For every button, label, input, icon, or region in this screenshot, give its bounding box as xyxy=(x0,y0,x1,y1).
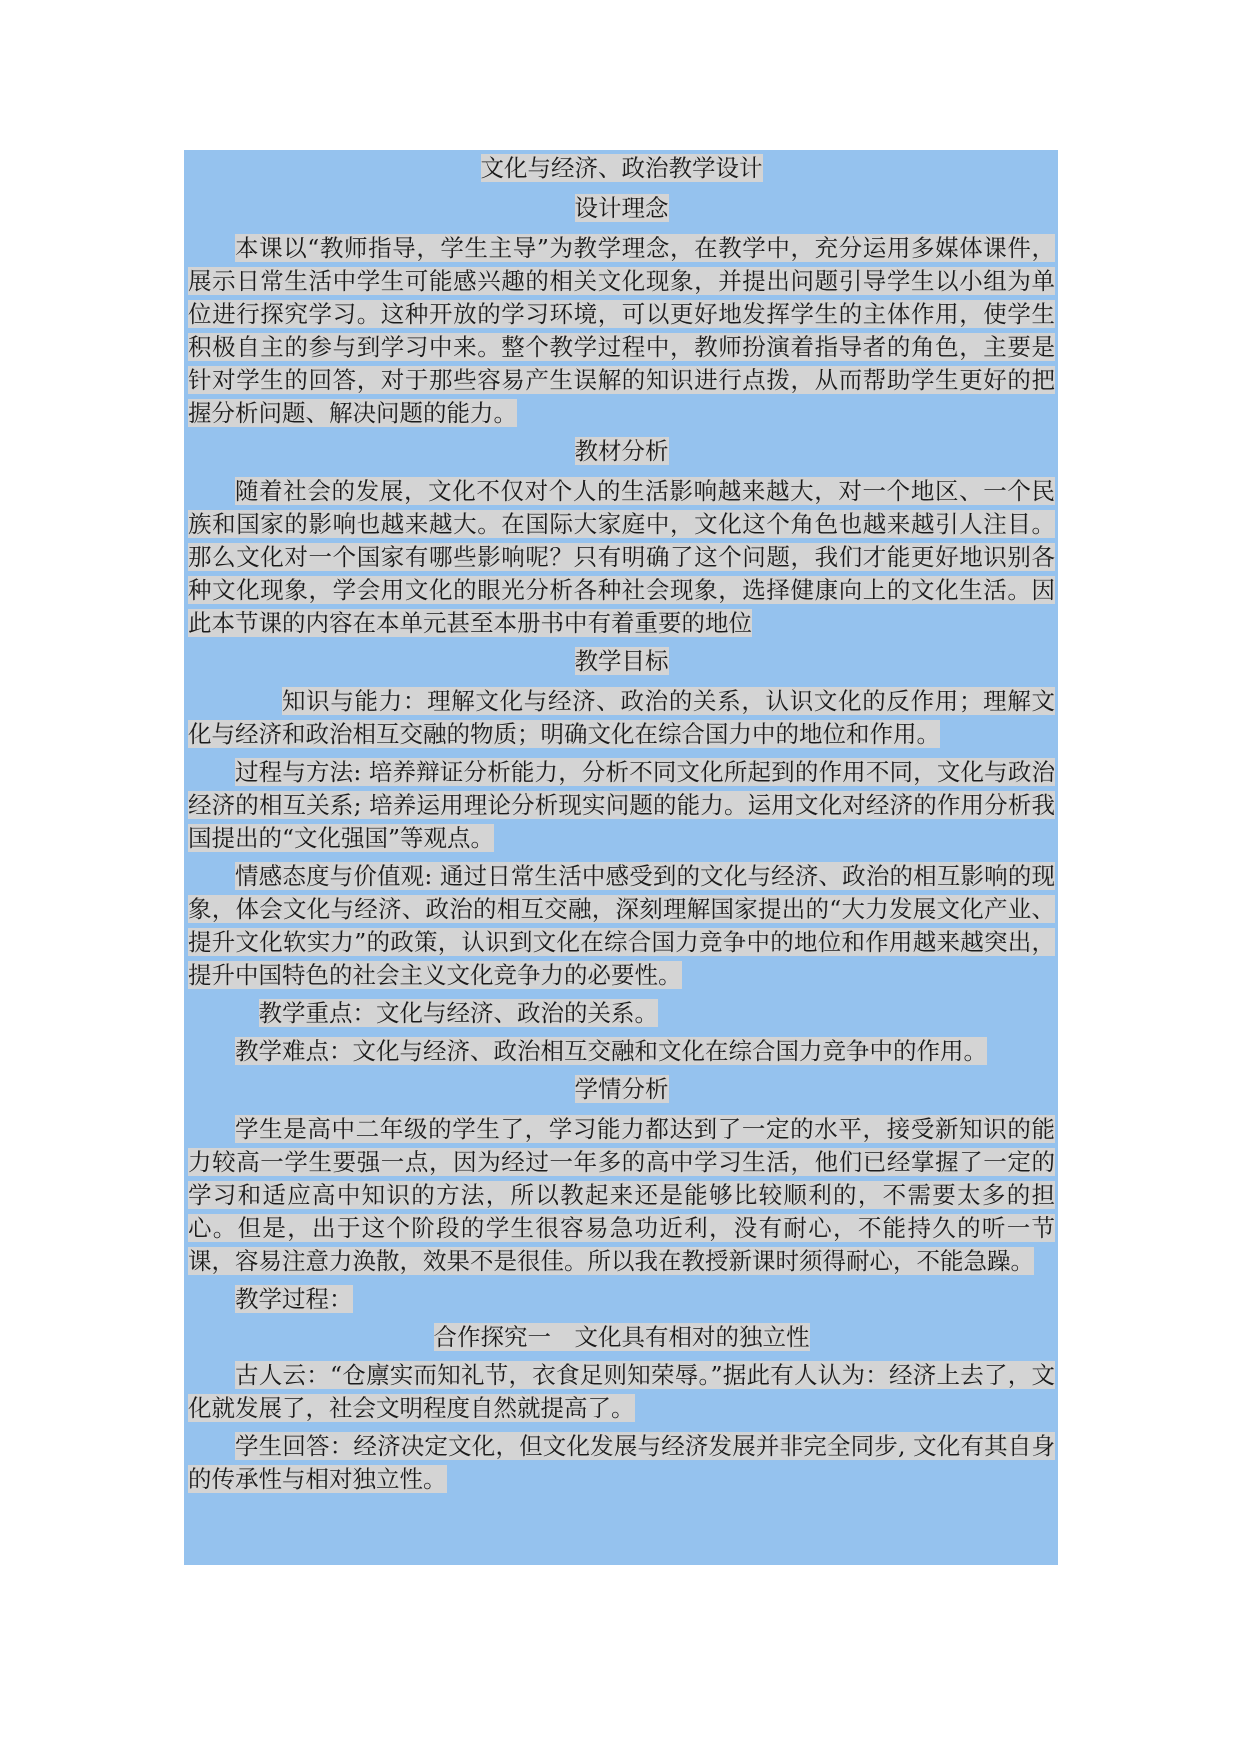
paragraph-text: 学生回答：经济决定文化，但文化发展与经济发展并非完全同步, 文化有其自身的传承性与相对独立性。 xyxy=(188,1432,1055,1493)
section-heading-text: 设计理念 xyxy=(574,194,669,222)
goal-emotion-paragraph xyxy=(188,860,1055,992)
goal-process-paragraph xyxy=(188,756,1055,855)
ancient-quote-paragraph xyxy=(188,1359,1055,1425)
section-heading-text: 教材分析 xyxy=(574,437,669,465)
paragraph-text: 随着社会的发展，文化不仅对个人的生活影响越来越大，对一个地区、一个民族和国家的影响也越来越大。在国际大家庭中，文化这个角色也越来越引人注目。那么文化对一个国家有哪些影响呢？只有明确了这个问题，我们才能更好地识别各种文化现象，学会用文化的眼光分析各种社会现象，选择健康向上的文化生活。因此本节课的内容在本单元甚至本册书中有着重要的地位 xyxy=(188,477,1055,637)
paragraph-text: 过程与方法: 培养辩证分析能力，分析不同文化所起到的作用不同，文化与政治经济的相互关系; 培养运用理论分析现实问题的能力。运用文化对经济的作用分析我国提出的“文化强国”等观点。 xyxy=(188,758,1055,852)
section-heading-text: 教学目标 xyxy=(574,647,669,675)
teaching-difficulty xyxy=(188,1035,1055,1068)
paragraph-text: 古人云：“仓廪实而知礼节，衣食足则知荣辱。”据此有人认为：经济上去了，文化就发展了，社会文明程度自然就提高了。 xyxy=(188,1361,1055,1422)
section-heading-teaching-goals xyxy=(188,643,1055,680)
section-heading-text: 学情分析 xyxy=(574,1075,669,1103)
student-answer-paragraph xyxy=(188,1430,1055,1496)
design-concept-paragraph xyxy=(188,232,1055,430)
material-analysis-paragraph xyxy=(188,475,1055,640)
section-heading-design-concept xyxy=(188,190,1055,227)
section-heading-student-analysis xyxy=(188,1071,1055,1108)
cooperative-inquiry-heading xyxy=(188,1321,1055,1354)
section-heading-material-analysis xyxy=(188,433,1055,470)
teaching-process-label xyxy=(188,1283,1055,1316)
paragraph-text: 知识与能力：理解文化与经济、政治的关系，认识文化的反作用；理解文化与经济和政治相互交融的物质；明确文化在综合国力中的地位和作用。 xyxy=(188,687,1055,748)
subheading-text: 合作探究一 文化具有相对的独立性 xyxy=(433,1323,810,1351)
teaching-key-point xyxy=(188,997,1055,1030)
paragraph-text: 教学难点：文化与经济、政治相互交融和文化在综合国力竞争中的作用。 xyxy=(235,1037,987,1065)
student-analysis-paragraph xyxy=(188,1113,1055,1278)
paragraph-text: 学生是高中二年级的学生了，学习能力都达到了一定的水平，接受新知识的能力较高一学生要强一点，因为经过一年多的高中学习生活，他们已经掌握了一定的学习和适应高中知识的方法，所以教起来还是能够比较顺利的，不需要太多的担心。但是，出于这个阶段的学生很容易急功近利，没有耐心，不能持久的听一节课，容易注意力涣散，效果不是很佳。所以我在教授新课时须得耐心，不能急躁。 xyxy=(188,1115,1055,1275)
document-body xyxy=(184,150,1058,1565)
paragraph-text: 教学重点：文化与经济、政治的关系。 xyxy=(258,999,658,1027)
paragraph-text: 教学过程： xyxy=(235,1285,353,1313)
document-title-text: 文化与经济、政治教学设计 xyxy=(480,154,763,182)
paragraph-text: 情感态度与价值观: 通过日常生活中感受到的文化与经济、政治的相互影响的现象，体会文化与经济、政治的相互交融，深刻理解国家提出的“大力发展文化产业、提升文化软实力”的政策，认识到文化在综合国力竞争中的地位和作用越来越突出，提升中国特色的社会主义文化竞争力的必要性。 xyxy=(188,862,1055,989)
paragraph-text: 本课以“教师指导，学生主导”为教学理念，在教学中，充分运用多媒体课件，展示日常生活中学生可能感兴趣的相关文化现象，并提出问题引导学生以小组为单位进行探究学习。这种开放的学习环境，可以更好地发挥学生的主体作用，使学生积极自主的参与到学习中来。整个教学过程中，教师扮演着指导者的角色，主要是针对学生的回答，对于那些容易产生误解的知识进行点拨，从而帮助学生更好的把握分析问题、解决问题的能力。 xyxy=(188,234,1055,427)
document-title xyxy=(188,150,1055,187)
goal-knowledge-paragraph xyxy=(188,685,1055,751)
